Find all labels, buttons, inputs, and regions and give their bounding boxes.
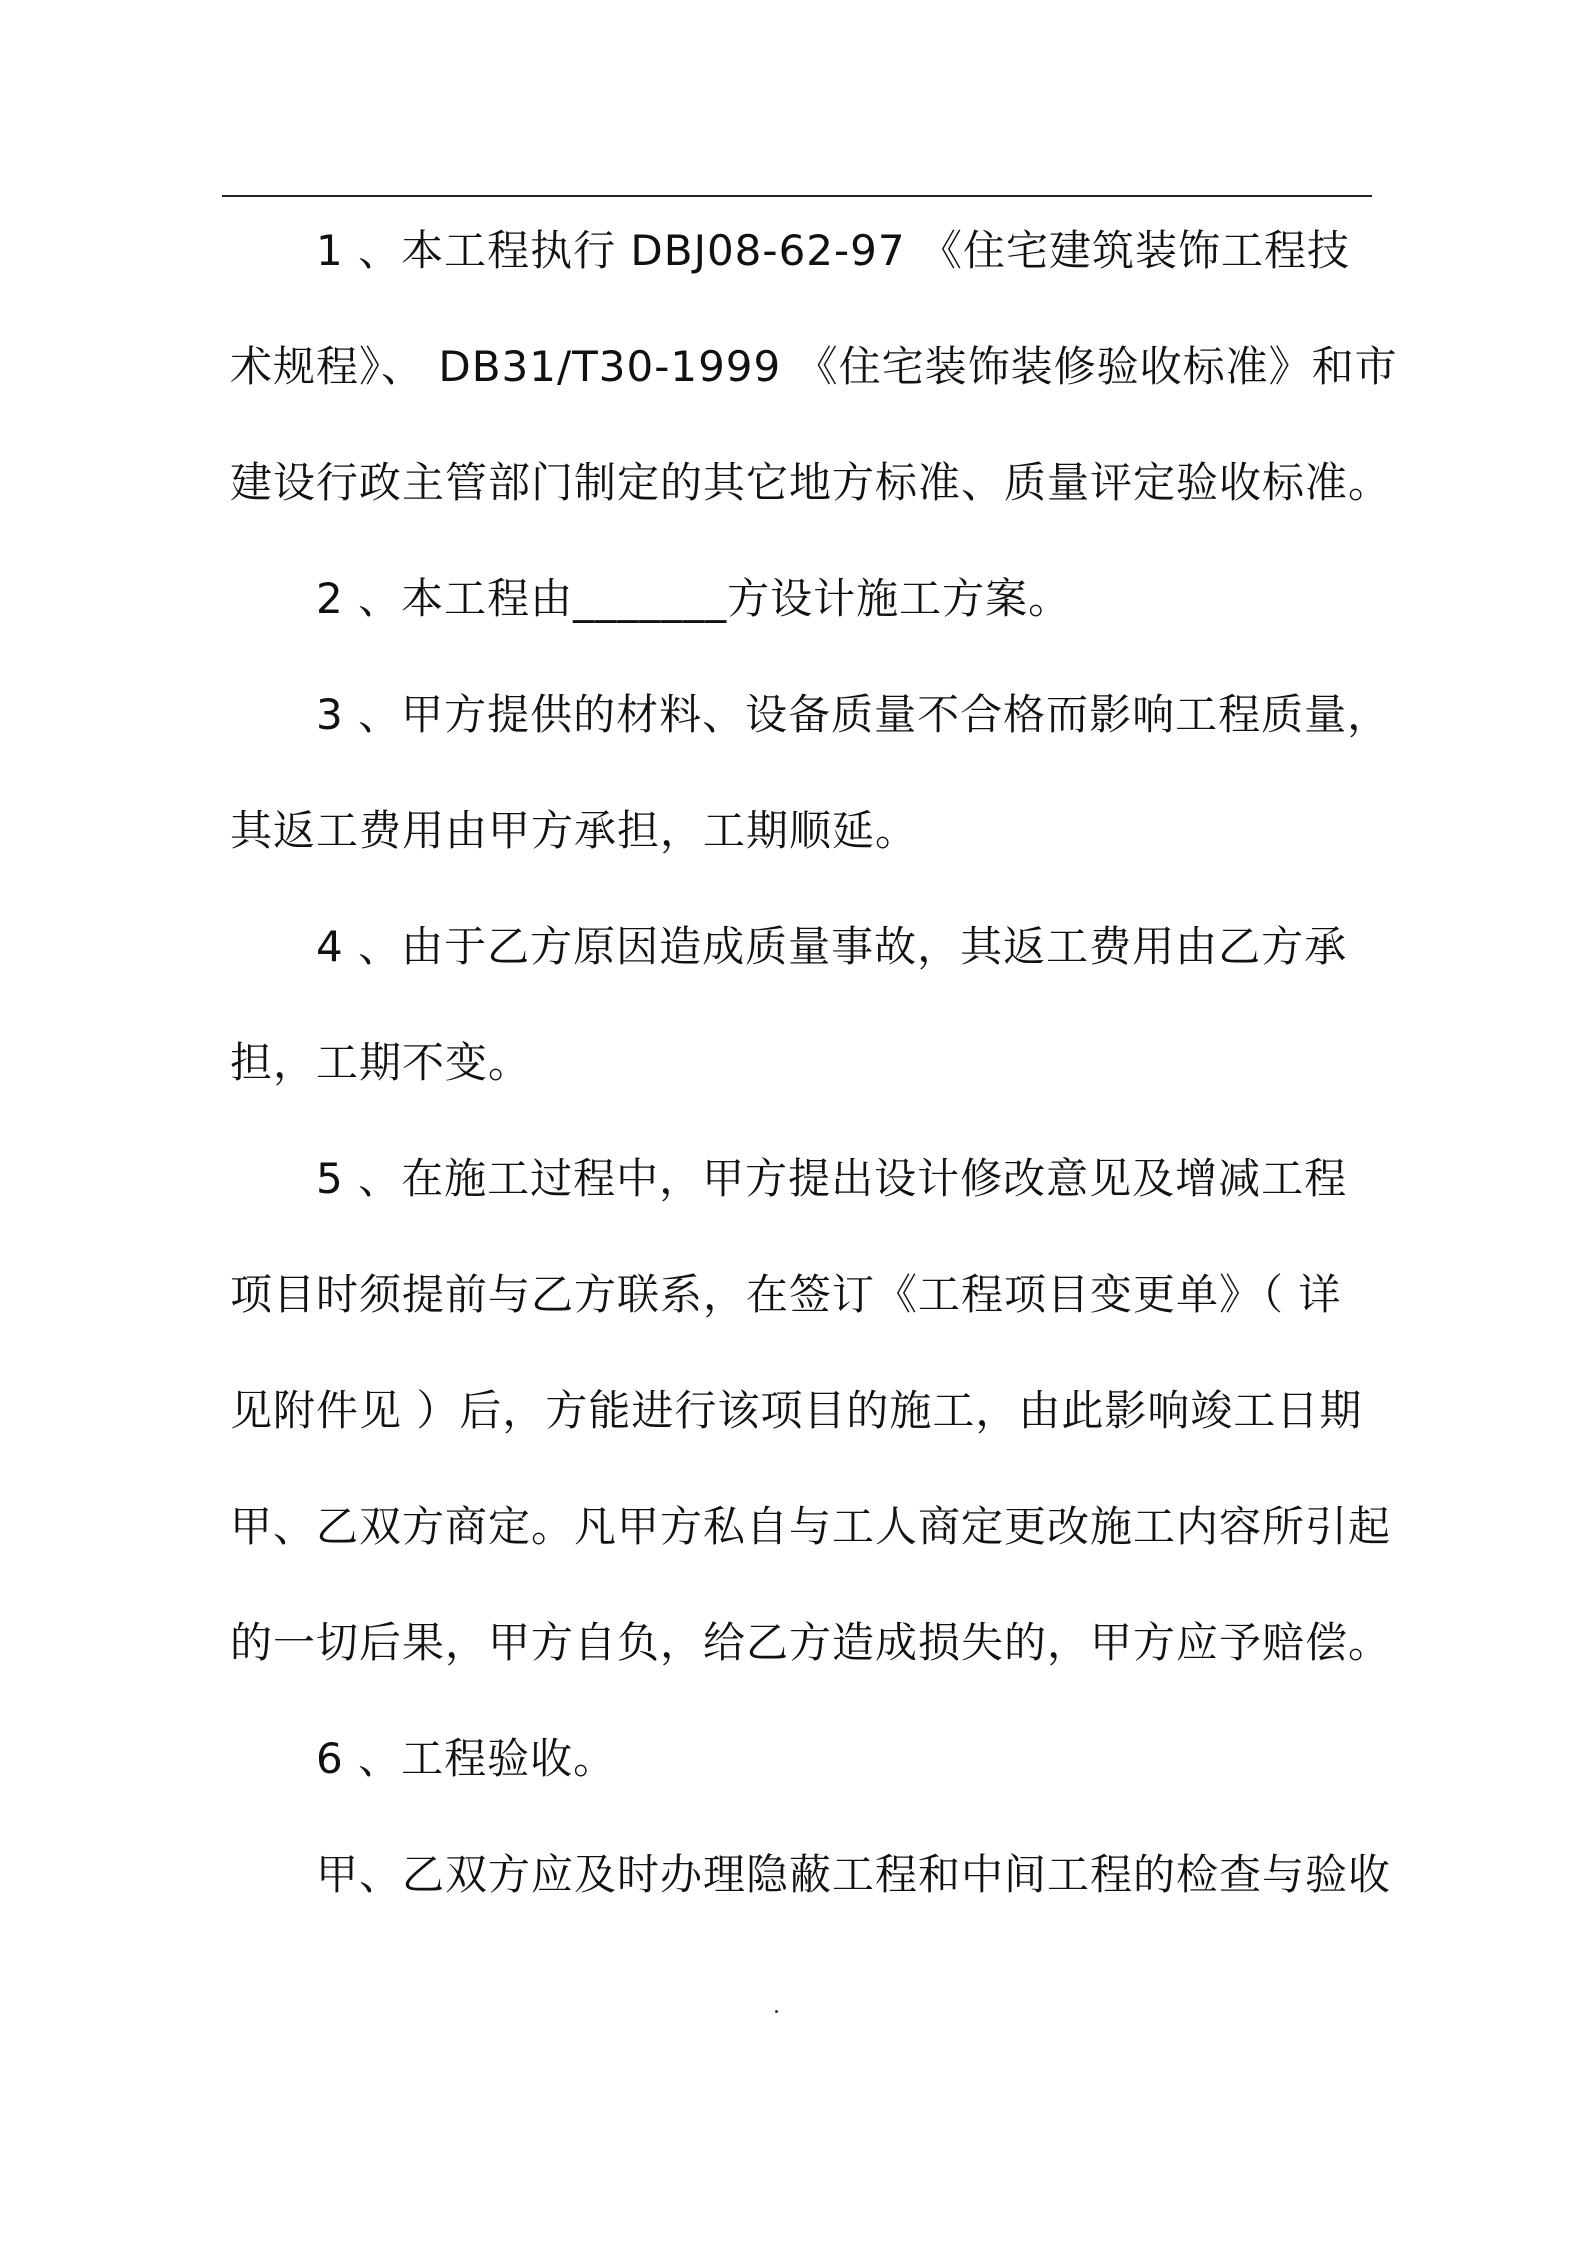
document-body xyxy=(230,193,1398,1933)
clause-5-line-4: 甲、乙双方商定。凡甲方私自与工人商定更改施工内容所引起 xyxy=(230,1502,1392,1551)
clause-6-line-2: 甲、乙双方应及时办理隐蔽工程和中间工程的检查与验收 xyxy=(316,1850,1392,1899)
clause-3-line-1: 3 、甲方提供的材料、设备质量不合格而影响工程质量， xyxy=(316,690,1391,739)
clause-4-line-1: 4 、由于乙方原因造成质量事故，其返工费用由乙方承 xyxy=(316,922,1348,971)
clause-5-line-3: 见附件见 ）后，方能进行该项目的施工，由此影响竣工日期 xyxy=(230,1386,1363,1435)
clause-1-line-2: 术规程》、 DB31/T30-1999 《住宅装饰装修验收标准》和市 xyxy=(230,342,1398,391)
clause-3-line-2: 其返工费用由甲方承担，工期顺延。 xyxy=(230,806,919,855)
clause-5-line-1: 5 、在施工过程中，甲方提出设计修改意见及增减工程 xyxy=(316,1154,1348,1203)
clause-6-line-1: 6 、工程验收。 xyxy=(316,1734,617,1783)
clause-2-line-1: 2 、本工程由_______方设计施工方案。 xyxy=(316,574,1072,623)
footer-dot xyxy=(775,2010,778,2013)
clause-4-line-2: 担，工期不变。 xyxy=(230,1038,532,1087)
clause-1-line-1: 1 、本工程执行 DBJ08-62-97 《住宅建筑装饰工程技 xyxy=(316,226,1350,275)
clause-5-line-5: 的一切后果，甲方自负，给乙方造成损失的，甲方应予赔偿。 xyxy=(230,1618,1392,1667)
clause-5-line-2: 项目时须提前与乙方联系，在签订《工程项目变更单》（ 详 xyxy=(230,1270,1342,1319)
clause-1-line-3: 建设行政主管部门制定的其它地方标准、质量评定验收标准。 xyxy=(230,458,1392,507)
